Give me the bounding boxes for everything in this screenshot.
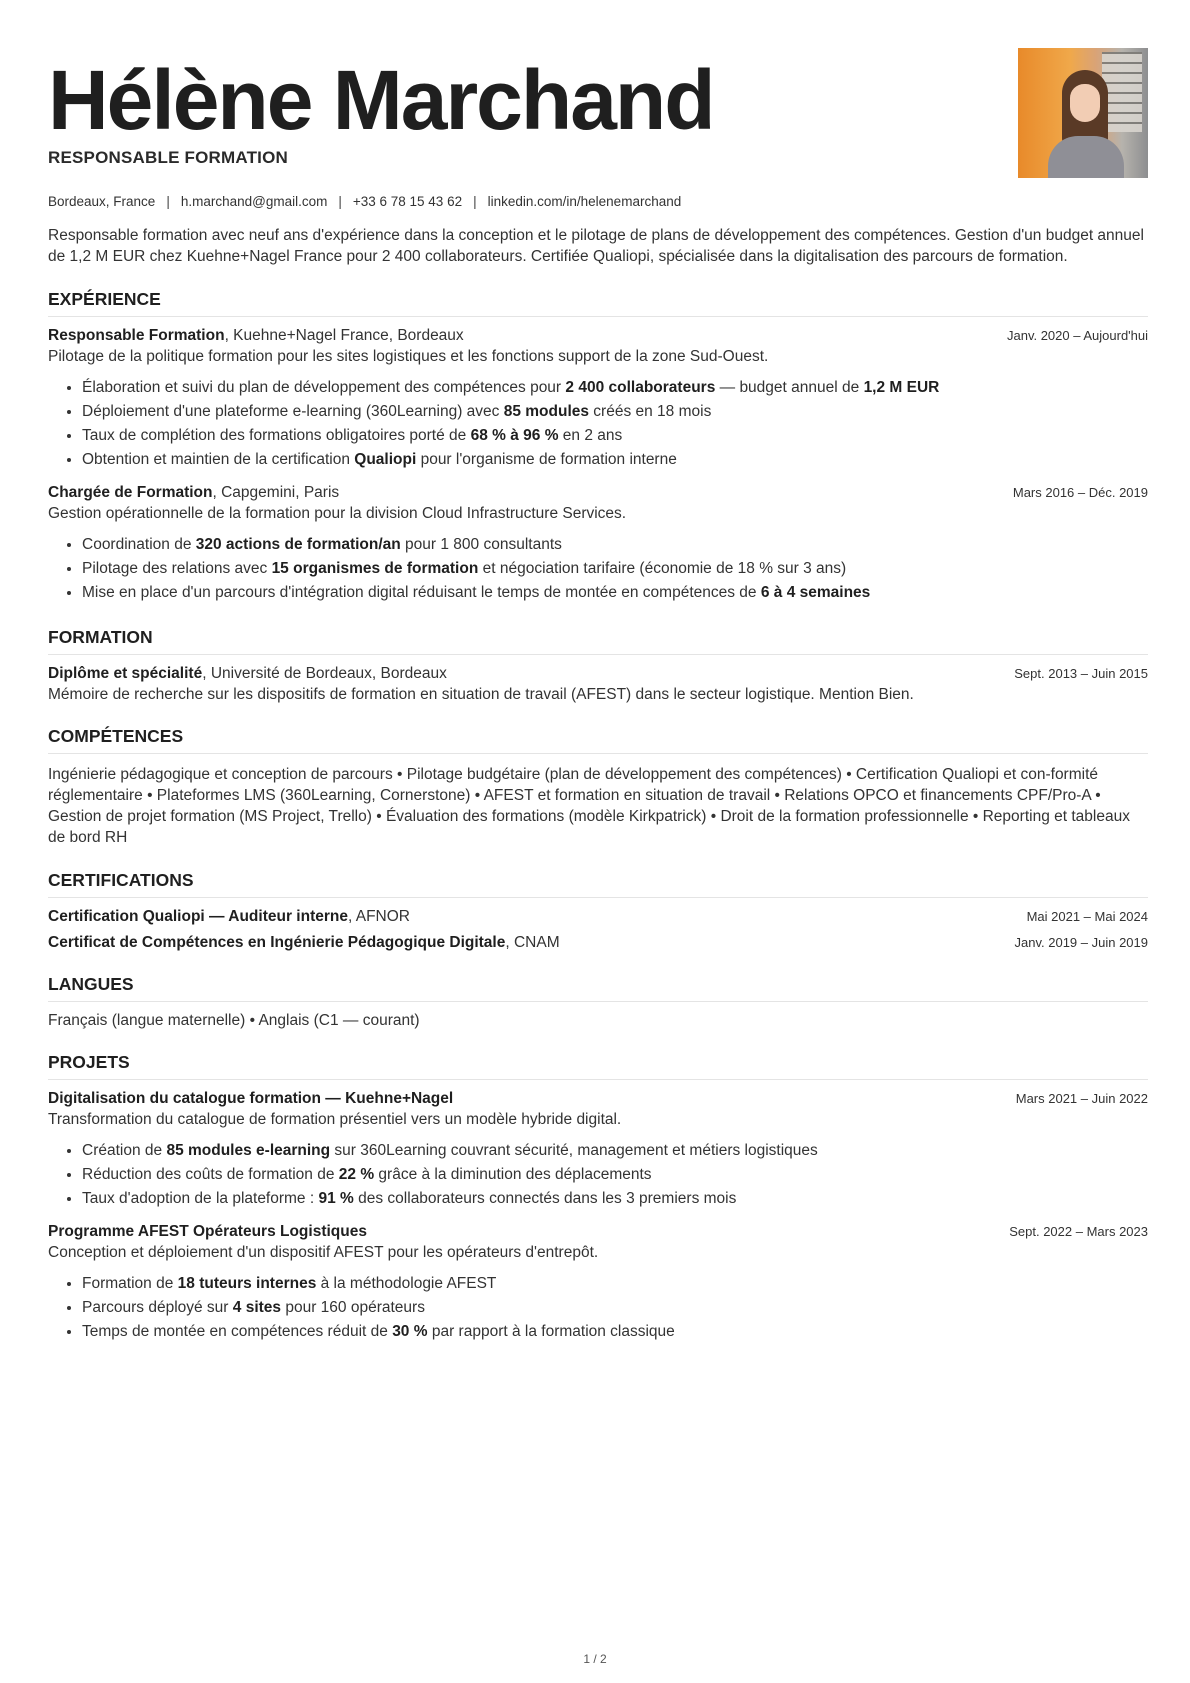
photo-body <box>1048 136 1124 178</box>
entry-role: Diplôme et spécialité <box>48 665 203 682</box>
entry-title <box>48 908 410 926</box>
entry-role: Programme AFEST Opérateurs Logistiques <box>48 1223 367 1240</box>
contact-email[interactable]: h.marchand@gmail.com <box>180 194 328 209</box>
page-number: 1 / 2 <box>583 1652 607 1666</box>
entry-date: Mars 2021 – Juin 2022 <box>1015 1091 1148 1106</box>
section-title: CERTIFICATIONS <box>48 870 1148 898</box>
profile-photo <box>1018 48 1148 178</box>
contact-line <box>48 194 1148 209</box>
skills-section <box>48 726 1148 848</box>
bullet-item: • Taux de complétion des formations obligatoires porté de 68 % à 96 % en 2 ans <box>82 424 1148 448</box>
bullet-item: • Obtention et maintien de la certification Qualiopi pour l'organisme de formation interne <box>82 448 1148 472</box>
contact-location: Bordeaux, France <box>48 194 156 209</box>
bullet-item: • Création de 85 modules e-learning sur 360Learning couvrant sécurité, management et métiers logistiques <box>82 1139 1148 1163</box>
entry-title <box>48 327 464 345</box>
section-title: LANGUES <box>48 974 1148 1002</box>
bullet-item: • Formation de 18 tuteurs internes à la méthodologie AFEST <box>82 1272 1148 1296</box>
bullet-list <box>48 376 1148 472</box>
profile-summary: Responsable formation avec neuf ans d'expérience dans la conception et le pilotage de plans de développement des compétences. Gestion d'un budget annuel de 1,2 M EUR chez Kuehne+Nagel France pour 2 400 collaborateurs. Certifiée Qualiopi, spécialisée dans la digitalisation des parcours de formation. <box>48 227 1144 265</box>
entry-title <box>48 934 560 952</box>
section-title: FORMATION <box>48 627 1148 655</box>
entry-title <box>48 1090 453 1108</box>
experience-section <box>48 289 1148 605</box>
bullet-item: • Parcours déployé sur 4 sites pour 160 opérateurs <box>82 1296 1148 1320</box>
section-title: EXPÉRIENCE <box>48 289 1148 317</box>
bullet-item: • Réduction des coûts de formation de 22 % grâce à la diminution des déplacements <box>82 1163 1148 1187</box>
education-section <box>48 627 1148 704</box>
contact-separator: | <box>166 194 170 209</box>
entry-description: Conception et déploiement d'un dispositif AFEST pour les opérateurs d'entrepôt. <box>48 1244 599 1261</box>
entry-title <box>48 1223 367 1241</box>
entry-date: Sept. 2013 – Juin 2015 <box>1014 666 1148 681</box>
bullet-item: • Taux d'adoption de la plateforme : 91 % des collaborateurs connectés dans les 3 premiers mois <box>82 1187 1148 1211</box>
bullet-item: • Élaboration et suivi du plan de développement des compétences pour 2 400 collaborateurs — budget annuel de 1,2 M EUR <box>82 376 1148 400</box>
certification-org: , AFNOR <box>347 908 410 925</box>
contact-linkedin[interactable]: linkedin.com/in/helenemarchand <box>487 194 682 209</box>
entry-description: Mémoire de recherche sur les dispositifs de formation en situation de travail (AFEST) dans le secteur logistique. Mention Bien. <box>48 686 914 703</box>
projects-section <box>48 1052 1148 1344</box>
certification-entry <box>48 908 1148 926</box>
entry-org: , Kuehne+Nagel France, Bordeaux <box>224 327 464 344</box>
entry-title <box>48 665 447 683</box>
entry-role: Chargée de Formation <box>48 484 213 501</box>
languages-section <box>48 974 1148 1030</box>
bullet-item: • Pilotage des relations avec 15 organismes de formation et négociation tarifaire (économie de 18 % sur 3 ans) <box>82 557 1148 581</box>
experience-entry <box>48 327 1148 472</box>
entry-description: Transformation du catalogue de formation présentiel vers un modèle hybride digital. <box>48 1111 622 1128</box>
contact-phone[interactable]: +33 6 78 15 43 62 <box>352 194 463 209</box>
resume-page <box>48 40 1148 1356</box>
experience-entry <box>48 484 1148 605</box>
bullet-item: • Mise en place d'un parcours d'intégration digital réduisant le temps de montée en compétences de 6 à 4 semaines <box>82 581 1148 605</box>
contact-separator: | <box>473 194 477 209</box>
bullet-item: • Temps de montée en compétences réduit de 30 % par rapport à la formation classique <box>82 1320 1148 1344</box>
bullet-list <box>48 1272 1148 1344</box>
entry-description: Gestion opérationnelle de la formation pour la division Cloud Infrastructure Services. <box>48 505 627 522</box>
section-title: COMPÉTENCES <box>48 726 1148 754</box>
education-entry <box>48 665 1148 704</box>
languages-text: Français (langue maternelle) • Anglais (C1 — courant) <box>48 1012 420 1029</box>
skills-text: Ingénierie pédagogique et conception de parcours • Pilotage budgétaire (plan de développement des compétences) • Certification Qualiopi et con-formité réglementaire • Plateformes LMS (360Learning, Cornerstone) • AFEST et formation en situation de travail • Relations OPCO et financements CPF/Pro-A • Gestion de projet formation (MS Project, Trello) • Évaluation des formations (modèle Kirkpatrick) • Droit de la formation professionnelle • Reporting et tableaux de bord RH <box>48 766 1130 846</box>
entry-date: Janv. 2020 – Aujourd'hui <box>1006 328 1148 343</box>
contact-separator: | <box>338 194 342 209</box>
certification-org: , CNAM <box>505 934 560 951</box>
bullet-list <box>48 533 1148 605</box>
entry-org: , Université de Bordeaux, Bordeaux <box>202 665 447 682</box>
candidate-role: RESPONSABLE FORMATION <box>48 148 289 167</box>
entry-date: Sept. 2022 – Mars 2023 <box>1009 1224 1148 1239</box>
project-entry <box>48 1223 1148 1344</box>
candidate-name: Hélène Marchand <box>48 53 714 147</box>
certification-name: Certificat de Compétences en Ingénierie Pédagogique Digitale <box>48 934 506 951</box>
project-entry <box>48 1090 1148 1211</box>
bullet-item: • Coordination de 320 actions de formation/an pour 1 800 consultants <box>82 533 1148 557</box>
entry-date: Mai 2021 – Mai 2024 <box>1026 909 1148 924</box>
entry-role: Digitalisation du catalogue formation — Kuehne+Nagel <box>48 1090 454 1107</box>
certification-entry <box>48 934 1148 952</box>
entry-date: Janv. 2019 – Juin 2019 <box>1014 935 1148 950</box>
bullet-list <box>48 1139 1148 1211</box>
photo-face <box>1070 84 1100 122</box>
bullet-item: • Déploiement d'une plateforme e-learning (360Learning) avec 85 modules créés en 18 mois <box>82 400 1148 424</box>
photo-window <box>1102 52 1142 132</box>
resume-header <box>48 40 1148 190</box>
section-title: PROJETS <box>48 1052 1148 1080</box>
entry-org: , Capgemini, Paris <box>212 484 340 501</box>
certification-name: Certification Qualiopi — Auditeur interne <box>48 908 348 925</box>
entry-description: Pilotage de la politique formation pour les sites logistiques et les fonctions support de la zone Sud-Ouest. <box>48 348 769 365</box>
certifications-section <box>48 870 1148 952</box>
entry-role: Responsable Formation <box>48 327 225 344</box>
entry-date: Mars 2016 – Déc. 2019 <box>1012 485 1148 500</box>
entry-title <box>48 484 339 502</box>
